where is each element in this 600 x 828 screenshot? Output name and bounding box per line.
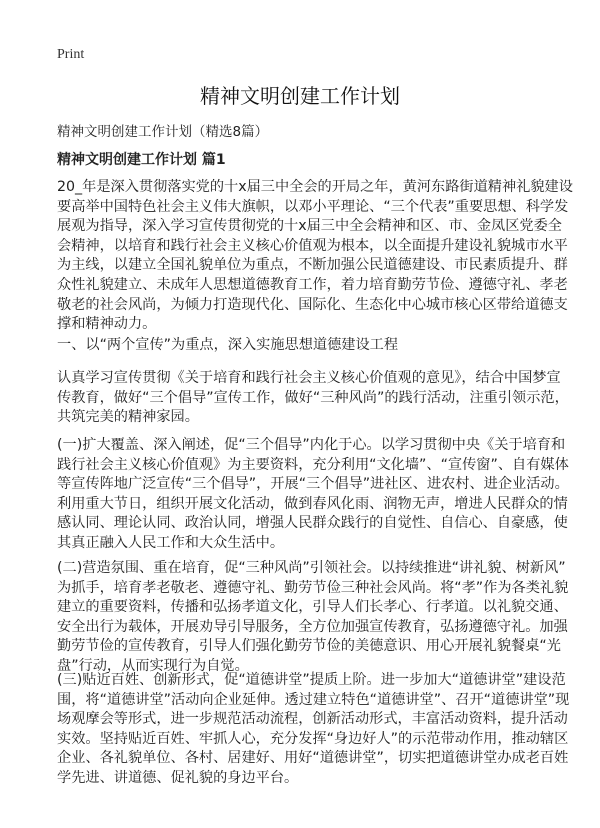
text-line: 为抓手，培育孝老敬老、遵德守礼、勤劳节俭三种社会风尚。将“孝”作为各类礼貌 <box>57 579 569 596</box>
text-line: 撑和精神动力。 <box>57 316 157 333</box>
text-line: 践行社会主义核心价值观》为主要资料，充分利用“文化墙”、“宣传窗”、自有媒体 <box>57 456 569 473</box>
text-line: 一、以“两个宣传”为重点，深入实施思想道德建设工程 <box>57 337 399 353</box>
print-label[interactable]: Print <box>57 47 85 62</box>
text-line: 建立的重要资料，传播和弘扬孝道文化，引导人们长孝心、行孝道。以礼貌交通、 <box>57 599 568 616</box>
text-line: (二)营造氛围、重在培育，促“三种风尚”引领社会。以持续推进“讲礼貌、树新风” <box>57 560 566 576</box>
text-line: 围，将“道德讲堂”活动向企业延伸。透过建立特色“道德讲堂”、召开“道德讲堂”现 <box>57 691 570 708</box>
paragraph-item-three <box>57 671 570 789</box>
paragraph-item-two <box>57 559 569 677</box>
text-line: 等宣传阵地广泛宣传“三个倡导”，开展“三个倡导”进社区、进农村、进企业活动。 <box>57 476 569 493</box>
text-line: 学先进、讲道德、促礼貌的身边平台。 <box>57 769 299 786</box>
text-line: 为主线，以建立全国礼貌单位为重点，不断加强公民道德建设、市民素质提升、群 <box>57 257 568 274</box>
section-heading: 精神文明创建工作计划 篇1 <box>57 152 226 168</box>
text-line: 场观摩会等形式，进一步规范活动流程，创新活动形式，丰富活动资料，提升活动 <box>57 711 568 728</box>
paragraph-item-one <box>57 436 569 554</box>
text-line: 实效。坚持贴近百姓、牢抓人心，充分发挥“身边好人”的示范带动作用，推动辖区 <box>57 730 569 747</box>
document-subtitle: 精神文明创建工作计划（精选8篇） <box>57 124 269 140</box>
text-line: 利用重大节日，组织开展文化活动，做到春风化雨、润物无声，增进人民群众的情 <box>57 495 568 512</box>
text-line: 传教育，做好“三个倡导”宣传工作，做好“三种风尚”的践行活动，注重引领示范， <box>57 389 569 406</box>
text-line: 其真正融入人民工作和大众生活中。 <box>57 534 285 551</box>
text-line: 会精神，以培育和践行社会主义核心价值观为根本，以全面提升建设礼貌城市水平 <box>57 237 568 254</box>
page-title: 精神文明创建工作计划 <box>200 84 400 108</box>
text-line: 展观为指导，深入学习宣传贯彻党的十x届三中全会精神和区、市、金凤区党委全 <box>57 218 562 235</box>
text-line: (三)贴近百姓、创新形式，促“道德讲堂”提质上阶。进一步加大“道德讲堂”建设范 <box>57 672 566 688</box>
text-line: 敬老的社会风尚，为倾力打造现代化、国际化、生态化中心城市核心区带给道德支 <box>57 296 568 313</box>
text-line: 认真学习宣传贯彻《关于培育和践行社会主义核心价值观的意见》，结合中国梦宣 <box>57 370 561 386</box>
text-line: 20_年是深入贯彻落实党的十x届三中全会的开局之年，黄河东路街道精神礼貌建设 <box>57 179 573 195</box>
text-line: 勤劳节俭的宣传教育，引导人们强化勤劳节俭的美德意识、用心开展礼貌餐桌“光 <box>57 638 561 655</box>
text-line: (一)扩大覆盖、深入阐述，促“三个倡导”内化于心。以学习贯彻中央《关于培育和 <box>57 437 566 453</box>
section-title-one <box>57 336 557 356</box>
text-line: 感认同、理论认同、政治认同，增强人民群众践行的自觉性、自信心、自豪感，使 <box>57 515 568 532</box>
text-line: 盘”行动，从而实现行为自觉。 <box>57 657 249 674</box>
text-line: 安全出行为载体，开展劝导引导服务，全方位加强宣传教育，弘扬遵德守礼。加强 <box>57 618 568 635</box>
text-line: 众性礼貌建立、未成年人思想道德教育工作，着力培育勤劳节俭、遵德守礼、孝老 <box>57 276 568 293</box>
text-line: 要高举中国特色社会主义伟大旗帜，以邓小平理论、“三个代表”重要思想、科学发 <box>57 198 569 215</box>
text-line: 企业、各礼貌单位、各村、居建好、用好“道德讲堂”，切实把道德讲堂办成老百姓 <box>57 750 569 767</box>
paragraph-intro <box>57 178 573 335</box>
text-line: 共筑完美的精神家园。 <box>57 409 199 426</box>
paragraph-study <box>57 369 569 428</box>
